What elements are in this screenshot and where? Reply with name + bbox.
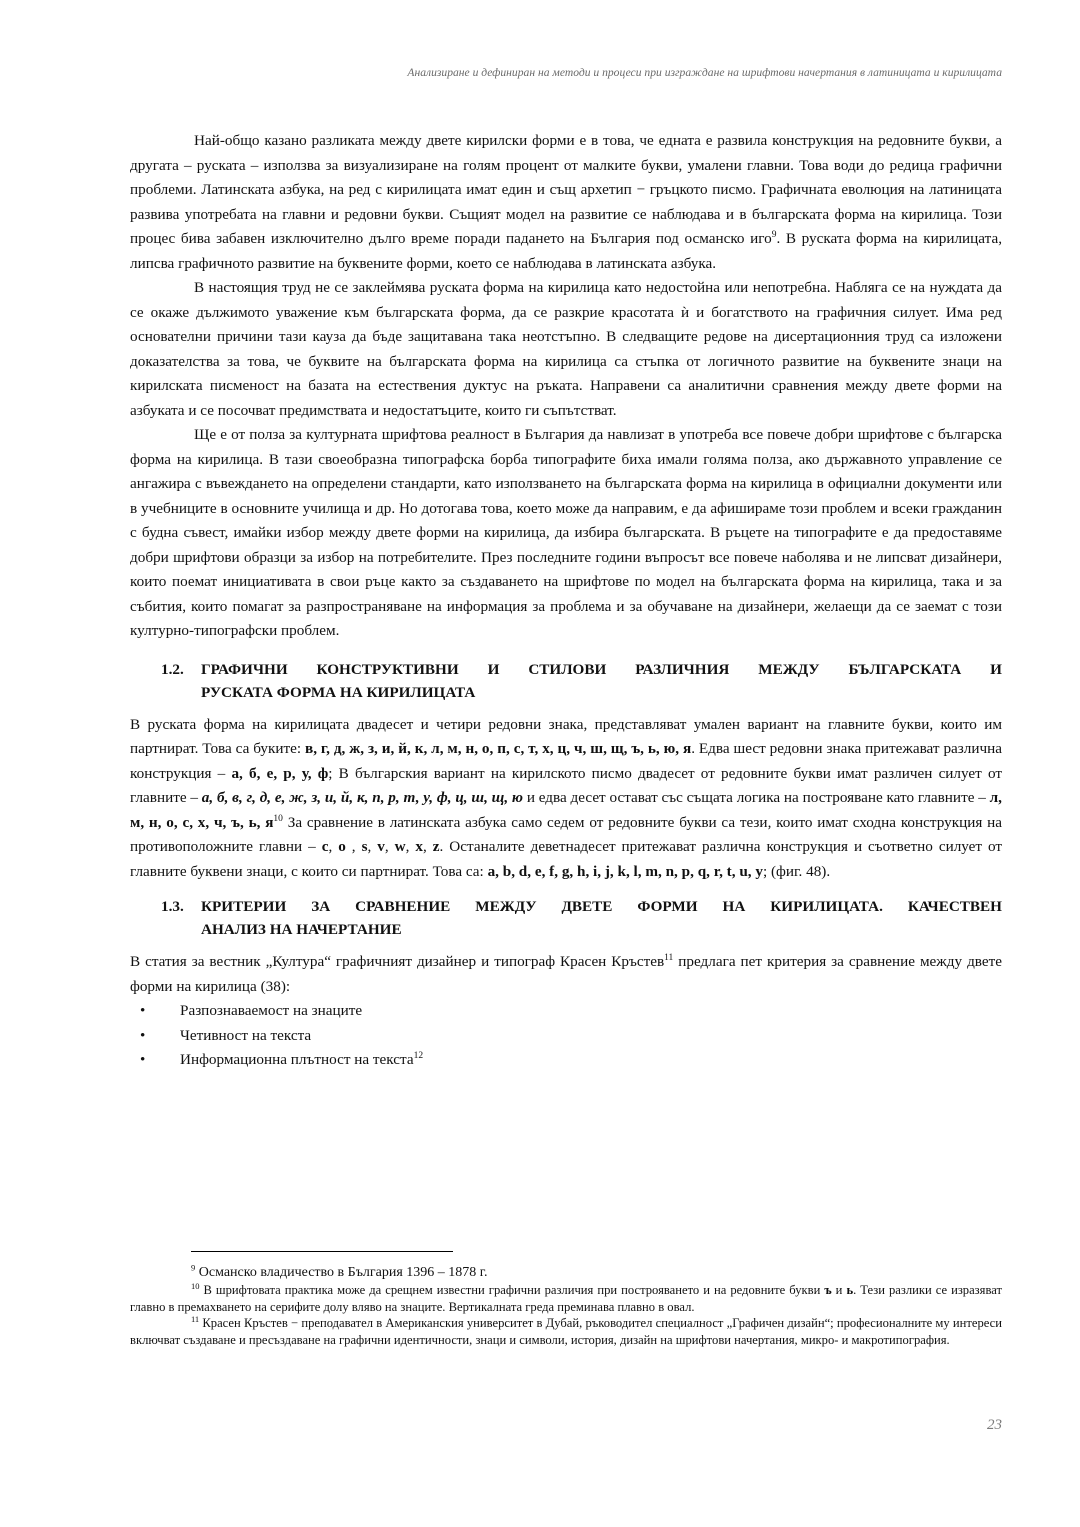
footnote-letter: ъ bbox=[824, 1283, 832, 1297]
footnote-text: Османско владичество в България 1396 – 1878 г. bbox=[195, 1265, 488, 1280]
footnote-text: Красен Кръстев − преподавател в Американския университет в Дубай, ръководител специалност „Графичен дизайн“; професионалните му интереси включват създаване и пресъздаване на графични идентичности, знаци и символи, история, дизайн на шрифтови начертания, микро- и макротипография. bbox=[130, 1316, 1002, 1347]
separator: , bbox=[328, 838, 339, 855]
separator: , bbox=[405, 838, 416, 855]
list-item-text: Разпознаваемост на знаците bbox=[180, 1002, 363, 1019]
separator: , bbox=[423, 838, 433, 855]
latin-letter: z bbox=[432, 838, 440, 855]
letter-list-russian-same: в, г, д, ж, з, и, й, к, л, м, н, о, п, с, т, х, ц, ч, ш, щ, ъ, ь, ю, я bbox=[305, 740, 692, 757]
bullet-icon: • bbox=[140, 1051, 146, 1068]
letter-list-bulgarian-different: а, б, в, г, д, е, ж, з, и, й, к, п, р, т, у, ф, ц, ш, щ, ю bbox=[201, 789, 524, 806]
list-item bbox=[130, 999, 1002, 1024]
section-heading-1-3 bbox=[130, 895, 1002, 941]
list-item-text: Четивност на текста bbox=[180, 1026, 312, 1044]
separator: , bbox=[367, 838, 378, 855]
section-title-line: КРИТЕРИИ ЗА СРАВНЕНИЕ МЕЖДУ ДВЕТЕ ФОРМИ НА КИРИЛИЦАТА. КАЧЕСТВЕН bbox=[201, 898, 1002, 915]
bullet-icon: • bbox=[140, 1002, 146, 1019]
latin-letter: c bbox=[321, 838, 329, 855]
running-header: Анализиране и дефиниран на методи и процеси при изграждане на шрифтови начертания в латиницата и кирилицата bbox=[407, 66, 1002, 79]
footnote-10 bbox=[130, 1282, 1002, 1315]
paragraph-text: В руската форма на кирилицата двадесет и четири редовни знака, представляват умален вариант на главните букви, които им партнират. Това са буките: bbox=[130, 715, 1002, 757]
paragraph-section-1-2 bbox=[130, 713, 1002, 885]
latin-letter-list-different: a, b, d, e, f, g, h, i, j, k, l, m, n, p, q, r, t, u, y bbox=[487, 862, 763, 880]
main-body bbox=[130, 129, 1002, 1073]
paragraph-text: и едва десет остават със същата логика на построяване като главните – bbox=[523, 789, 990, 806]
letter-list-bulgarian-same: л, м, н, о, с, х, ч, ъ, ь, я bbox=[130, 789, 1002, 831]
footnote-11 bbox=[130, 1315, 1002, 1348]
paragraph-text: ; (фиг. 48). bbox=[762, 862, 831, 880]
footnote-separator bbox=[191, 1251, 453, 1252]
footnote-9 bbox=[130, 1263, 1002, 1282]
footnote-number: 10 bbox=[191, 1280, 200, 1291]
latin-letter: v bbox=[377, 838, 385, 855]
criteria-list bbox=[130, 999, 1002, 1073]
latin-letter: o bbox=[338, 838, 346, 855]
section-number: 1.2. bbox=[161, 660, 184, 678]
section-number: 1.3. bbox=[161, 898, 184, 915]
list-item-text: Информационна плътност на текста bbox=[180, 1051, 414, 1068]
latin-letter: x bbox=[415, 838, 423, 855]
paragraph-text: В статия за вестник „Култура“ графичният дизайнер и типограф Красен Кръстев bbox=[130, 953, 665, 970]
letter-list-russian-different: а, б, е, р, у, ф bbox=[231, 764, 329, 782]
page-number: 23 bbox=[987, 1417, 1002, 1433]
paragraph-1 bbox=[130, 129, 1002, 276]
paragraph-section-1-3 bbox=[130, 950, 1002, 999]
section-title-line: АНАЛИЗ НА НАЧЕРТАНИЕ bbox=[201, 921, 402, 938]
footnote-ref-12[interactable]: 12 bbox=[413, 1050, 424, 1061]
footnote-ref-9[interactable]: 9 bbox=[771, 229, 777, 240]
bullet-icon: • bbox=[140, 1026, 146, 1044]
latin-letter: w bbox=[394, 838, 406, 855]
section-title-line: РУСКАТА ФОРМА НА КИРИЛИЦАТА bbox=[201, 683, 476, 701]
footnote-text: и bbox=[831, 1283, 847, 1297]
section-title-line: ГРАФИЧНИ КОНСТРУКТИВНИ И СТИЛОВИ РАЗЛИЧНИЯ МЕЖДУ БЪЛГАРСКАТА И bbox=[201, 660, 1002, 678]
paragraph-3: Ще е от полза за културната шрифтова реалност в България да навлизат в употреба все повече добри шрифтове с българска форма на кирилица. В тази своеобразна типографска борба типографите биха имали голяма полза, ако държавното управление се ангажира с въвеждането на определени стандарти, като използването на българската форма на кирилица в официални документи или в учебниците в основните училища и др. Но дотогава това, което може да направим, е да афишираме този проблем и всеки гражданин с будна съвест, имайки избор между двете форми на кирилица, да избира българската. В ръцете на типографите е да предоставяме добри шрифтови образци за избор на потребителите. През последните години въпросът все повече наболява и не липсват дизайнери, които поемат инициативата в свои ръце както за създаването на шрифтове по модел на българската форма на кирилица, така и за събития, които помагат за разпространяване на информация за проблема и за обучаване на дизайнери, желаещи да се заемат с този културно-типографски проблем. bbox=[130, 426, 1002, 639]
paragraph-text: . Едва шест редовни знака притежават различна конструкция – bbox=[130, 740, 1003, 782]
footnote-text: . Тези разлики се изразяват главно в премахването на серифите долу вляво на знаците. Вертикалната греда преминава плавно в овал. bbox=[130, 1283, 1002, 1314]
section-heading-1-2 bbox=[130, 658, 1002, 704]
latin-letter: s bbox=[361, 838, 368, 855]
paragraph-text: Най-общо казано разликата между двете кирилски форми е в това, че едната е развила конструкция на редовните букви, а другата – руската – използва за визуализиране на голям процент от малките букви, умалени главни. Това води до редица графични проблеми. Латинската азбука, на ред с кирилицата имат един и същ архетип − гръцкото писмо. Графичната еволюция на латиницата развива употребата на главни и редовни букви. Същият модел на развитие се наблюдава и в българската форма на кирилица. Този процес бива забавен изключително дълго време поради падането на България под османско иго bbox=[130, 132, 1002, 247]
separator: , bbox=[345, 838, 362, 855]
footnotes bbox=[130, 1263, 1002, 1348]
paragraph-text: За сравнение в латинската азбука само седем от редовните букви са тези, които имат сходна конструкция на противоположните главни – bbox=[130, 813, 1002, 855]
separator: , bbox=[384, 838, 395, 855]
paragraph-text: предлага пет критерия за сравнение между двете форми на кирилица (38): bbox=[130, 953, 1003, 995]
footnote-ref-11[interactable]: 11 bbox=[664, 952, 674, 963]
paragraph-2: В настоящия труд не се заклеймява руската форма на кирилица като недостойна или непотребна. Набляга се на нуждата да се окаже дължимото уважение към българската форма, да се разкрие красотата ѝ и богатството на графичния силует. Има ред основателни причини тази кауза да бъде защитавана така неотстъпно. В следващите редове на дисертационния труд са изложени доказателства за това, че буквите на българската форма на кирилица са стъпка от логичното развитие на буквените знаци на кирилската писменост на базата на естествения дуктус на ръката. Направени са аналитични сравнения между двете форми на азбуката и се посочват предимствата и недостатъците, които ги съпътстват. bbox=[130, 279, 1002, 419]
footnote-number: 11 bbox=[191, 1314, 200, 1324]
paragraph-text: . Останалите деветнадесет притежават различна конструкция и съответно силует от главните буквени знаци, с които си партнират. Това са: bbox=[130, 838, 1003, 880]
footnote-letter: ь bbox=[846, 1283, 854, 1297]
paragraph-text: . В руската форма на кирилицата, липсва графичното развитие на буквените форми, което се наблюдава в латинската азбука. bbox=[130, 230, 1002, 272]
list-item bbox=[130, 1048, 1002, 1073]
list-item bbox=[130, 1024, 1002, 1049]
footnote-text: В шрифтовата практика може да срещнем известни графични различия при построяването и на редовните букви bbox=[199, 1283, 825, 1297]
footnote-number: 9 bbox=[191, 1262, 196, 1273]
footnote-ref-10[interactable]: 10 bbox=[273, 813, 283, 824]
paragraph-text: ; В българския вариант на кирилското писмо двадесет от редовните букви имат различен силует от главните – bbox=[130, 764, 1002, 806]
